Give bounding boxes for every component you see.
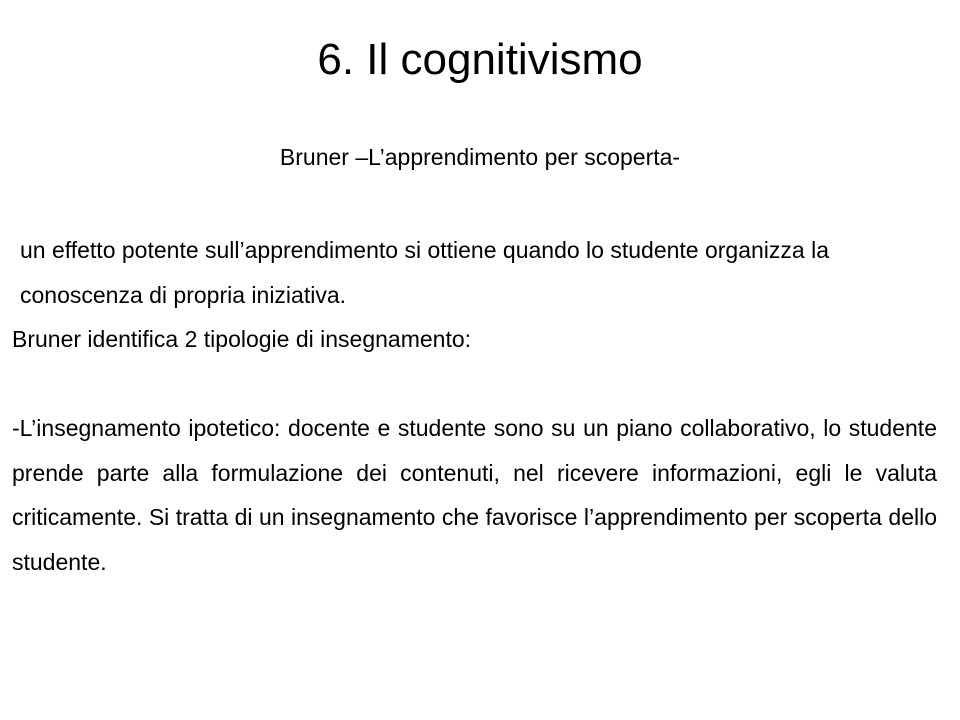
slide-title: 6. Il cognitivismo	[317, 35, 643, 84]
paragraph-spacer	[12, 362, 937, 407]
slide-subtitle: Bruner –L’apprendimento per scoperta-	[279, 144, 681, 170]
slide-body	[12, 228, 937, 584]
paragraph-typologies: Bruner identifica 2 tipologie di insegnamento:	[12, 326, 472, 352]
paragraph-definition: un effetto potente sull’apprendimento si ottiene quando lo studente organizza la conoscenza di propria iniziativa.	[20, 237, 829, 308]
paragraph-hypothetical-teaching: -L’insegnamento ipotetico: docente e studente sono su un piano collaborativo, lo studente prende parte alla formulazione dei contenuti, nel ricevere informazioni, egli le valuta criticamente. Si tratta di un insegnamento che favorisce l’apprendimento per scoperta dello studente.	[12, 415, 937, 575]
